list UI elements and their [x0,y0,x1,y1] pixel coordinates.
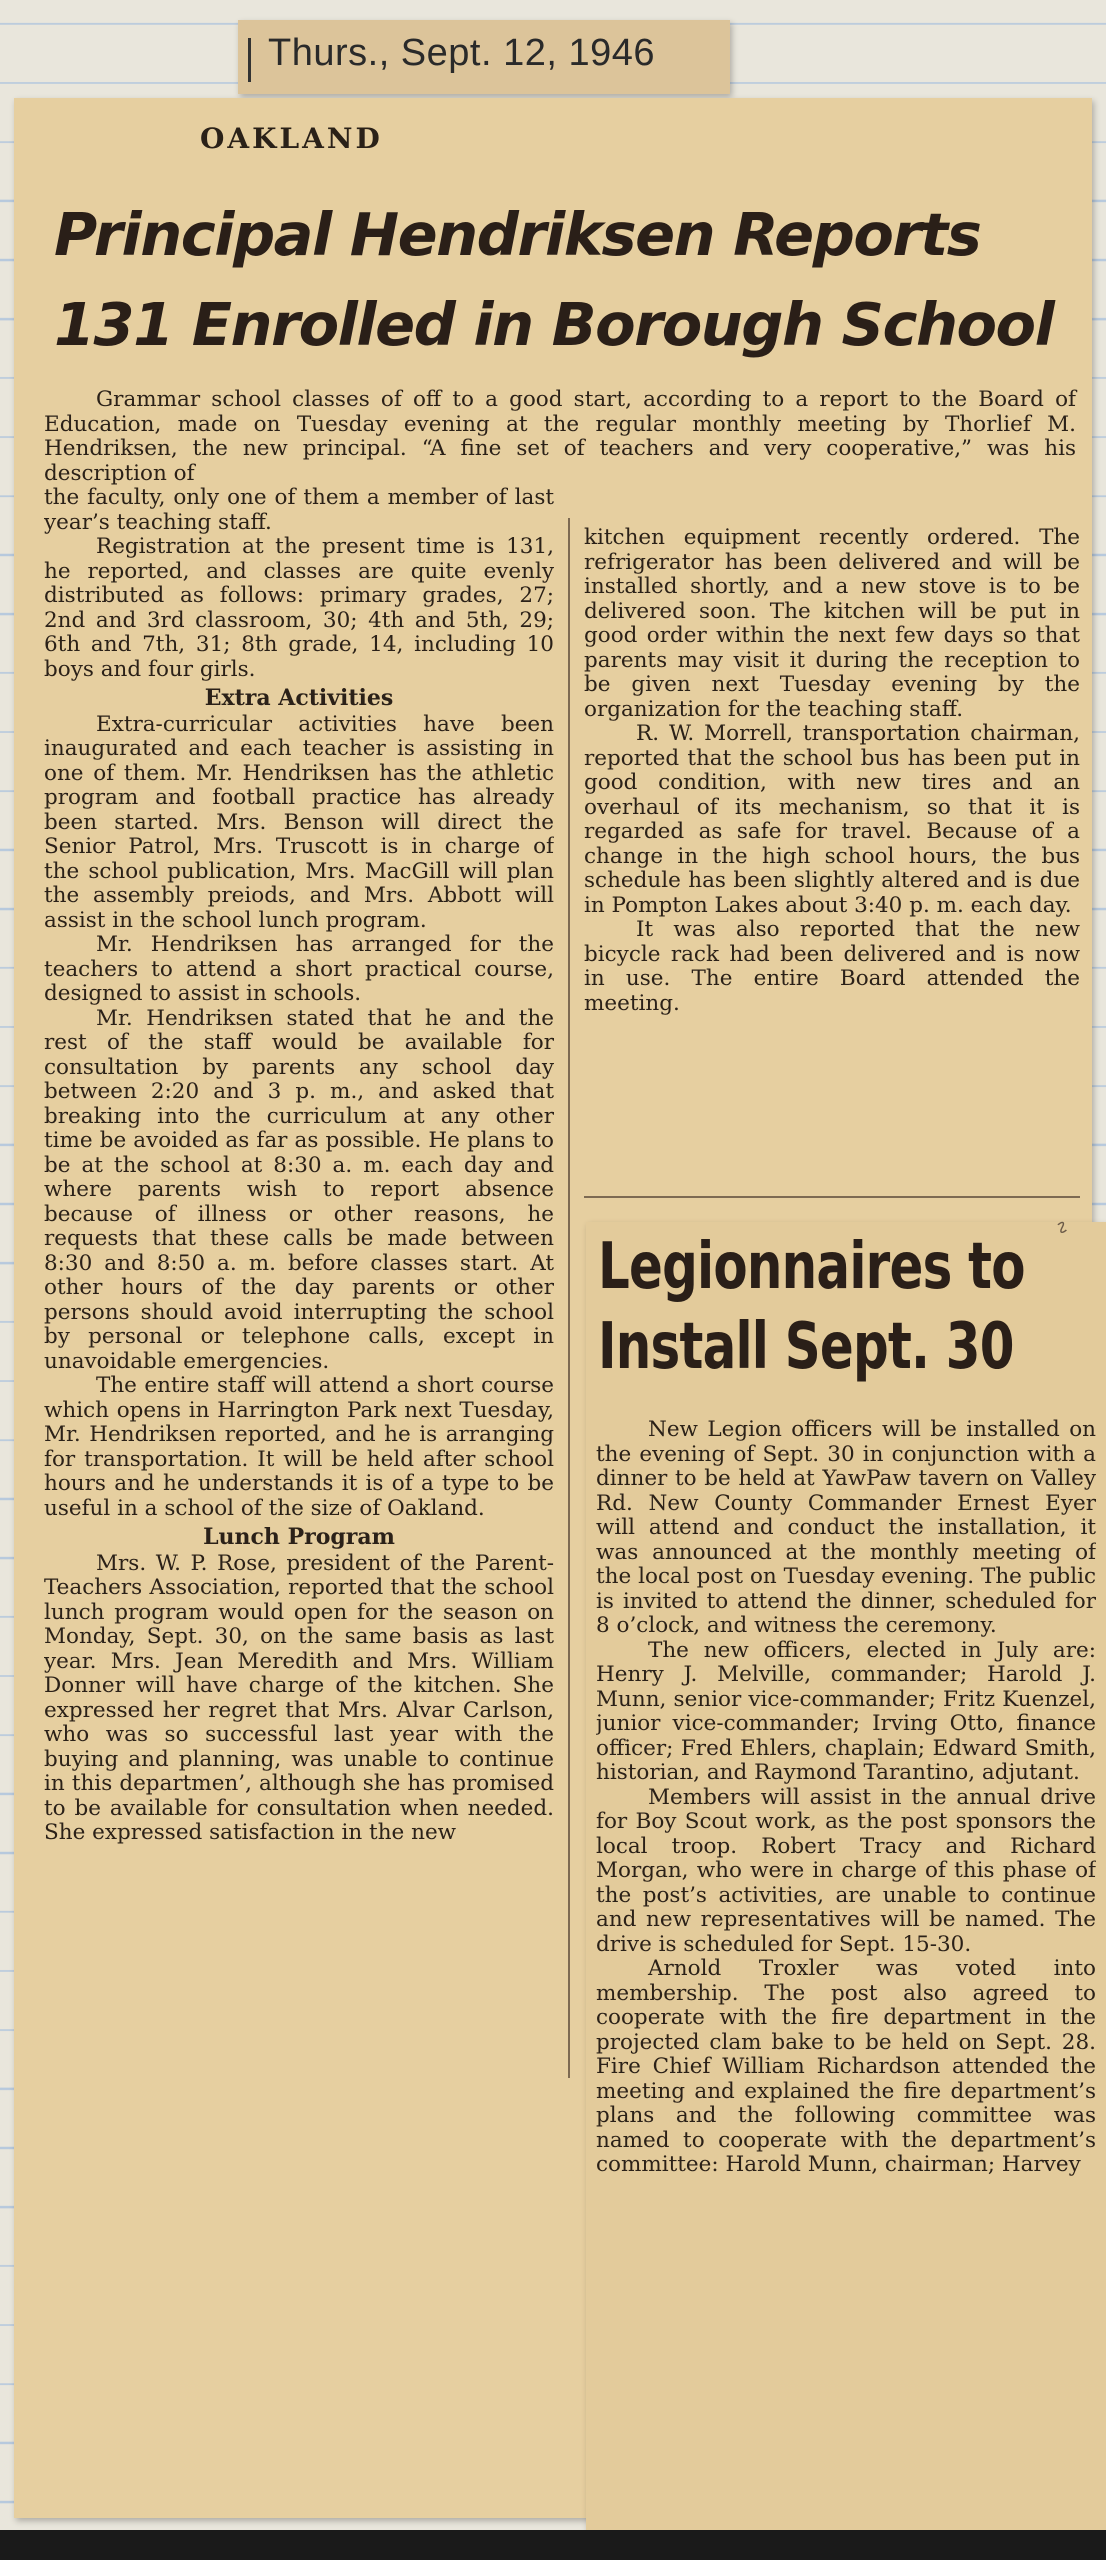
paragraph: Extra-curricular activities have been inaugurated and each teacher is assisting in one of them. Mr. Hendriksen has the athletic program and football practice has already been started. Mrs. Benson will direct the Senior Patrol, Mrs. Truscott is in charge of the school publication, Mrs. MacGill will plan the assembly preiods, and Mrs. Abbott will assist in the school lunch program. [44,711,554,933]
paragraph: The new officers, elected in July are: Henry J. Melville, commander; Harold J. Munn, senior vice-commander; Fritz Kuenzel, junior vice-commander; Irving Otto, finance officer; Fred Ehlers, chaplain; Edward Smith, historian, and Raymond Tarantino, adjutant. [596,1637,1096,1785]
headline-line-1: Principal Hendriksen Reports [54,200,981,269]
paragraph: Registration at the present time is 131, he reported, and classes are quite evenly distributed as follows: primary grades, 27; 2nd and 3rd classroom, 30; 4th and 5th, 29; 6th and 7th, 31; 8th grade, 14, including 10 boys and four girls. [44,534,554,682]
intro-paragraph: Grammar school classes of off to a good start, according to a report to the Board of Education, made on Tuesday evening at the regular monthly meeting by Thorlief M. Hendriksen, the new principal. “A fine set of teachers and very cooperative,” was his description of [44,387,1076,486]
legion-headline-line-2: Install Sept. 30 [598,1310,1014,1384]
torn-corner-mark: ∿ [1049,1214,1075,1241]
legion-body [596,1418,1096,2560]
column-end-rule [584,1196,1080,1198]
paragraph: Members will assist in the annual drive for Boy Scout work, as the post sponsors the local troop. Robert Tracy and Richard Morgan, who were in charge of this phase of the post’s activities, are unable to continue and new representatives will be named. The drive is scheduled for Sept. 15-30. [596,1784,1096,1957]
subheading-extra-activities: Extra Activities [204,685,394,711]
legion-article-clipping [586,1214,1106,2560]
headline-line-2: 131 Enrolled in Borough School [54,290,1054,359]
article-locale: OAKLAND [200,122,383,155]
paragraph: New Legion officers will be installed on the evening of Sept. 30 in conjunction with a dinner to be held at YawPaw tavern on Valley Rd. New County Commander Ernest Eyer will attend and conduct the installation, it was announced at the monthly meeting of the local post on Tuesday evening. The public is invited to attend the dinner, scheduled for 8 o’clock, and witness the ceremony. [596,1418,1096,1638]
paragraph: the faculty, only one of them a member of last year’s teaching staff. [44,486,554,535]
left-column [44,486,554,2516]
paragraph: Mrs. W. P. Rose, president of the Parent-Teachers Association, reported that the school lunch program would open for the season on Monday, Sept. 30, on the same basis as last year. Mrs. Jean Meredith and Mrs. William Donner will have charge of the kitchen. She expressed her regret that Mrs. Alvar Carlson, who was so successful last year with the buying and planning, was unable to continue in this departmen’, although she has promised to be available for consultation when needed. She expressed satisfaction in the new [44,1550,554,1845]
subheading-lunch-program: Lunch Program [203,1524,395,1550]
paragraph: It was also reported that the new bicycle rack had been delivered and is now in use. The entire Board attended the meeting. [584,917,1080,1016]
paragraph: Mr. Hendriksen stated that he and the rest of the staff would be available for consultation by parents any school day between 2:20 and 3 p. m., and asked that breaking into the curriculum at any other time be avoided as far as possible. He plans to be at the school at 8:30 a. m. each day and where parents wish to report absence because of illness or other reasons, he requests that these calls be made between 8:30 and 8:50 a. m. before classes start. At other hours of the day parents or other persons should avoid interrupting the school by personal or telephone calls, except in unavoidable emergencies. [44,1005,554,1374]
paragraph: kitchen equipment recently ordered. The refrigerator has been delivered and will be installed shortly, and a new stove is to be delivered soon. The kitchen will be put in good order within the next few days so that parents may visit it during the reception to be given next Tuesday evening by the organization for the teaching staff. [584,526,1080,722]
paragraph: Arnold Troxler was voted into membership. The post also agreed to cooperate with the fire department in the projected clam bake to be held on Sept. 28. Fire Chief William Richardson attended the meeting and explained the fire department’s plans and the following committee was named to cooperate with the department’s committee: Harold Munn, chairman; Harvey [596,1956,1096,2177]
legion-headline-line-1: Legionnaires to [598,1230,1025,1304]
scan-bottom-edge [0,2530,1106,2560]
date-clipping [238,20,730,94]
column-divider [568,518,570,2078]
paragraph: Mr. Hendriksen has arranged for the teachers to attend a short practical course, designed to assist in schools. [44,932,554,1006]
right-column [584,526,1080,1166]
publication-date: Thurs., Sept. 12, 1946 [268,32,656,74]
date-divider [248,38,251,82]
article-intro [44,388,1076,486]
paragraph: The entire staff will attend a short course which opens in Harrington Park next Tuesday, Mr. Hendriksen reported, and he is arranging for transportation. It will be held after school hours and he understands it is of a type to be useful in a school of the size of Oakland. [44,1373,554,1521]
paragraph: R. W. Morrell, transportation chairman, reported that the school bus has been put in good condition, with new tires and an overhaul of its mechanism, so that it is regarded as safe for travel. Because of a change in the high school hours, the bus schedule has been slightly altered and is due in Pompton Lakes about 3:40 p. m. each day. [584,721,1080,918]
